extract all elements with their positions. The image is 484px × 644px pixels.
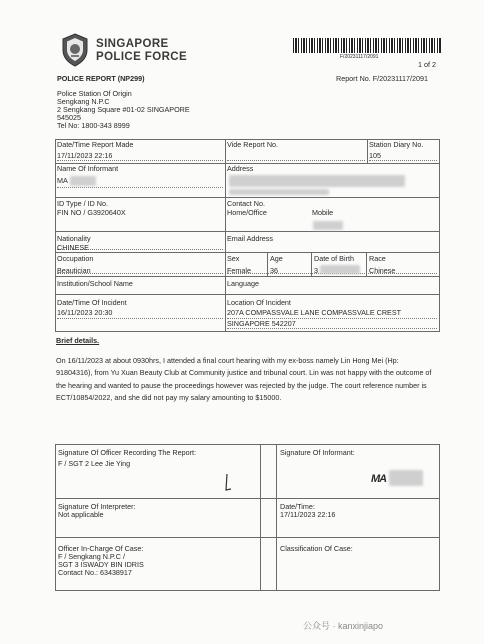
rule	[55, 276, 440, 277]
nationality-label: Nationality	[57, 234, 91, 243]
race-value: Chinese	[369, 266, 396, 275]
incident-time-value: 16/11/2023 20:30	[57, 308, 113, 317]
occupation-value: Beautician	[57, 266, 91, 275]
informant-signature-label: Signature Of Informant:	[280, 448, 355, 457]
station-diary-value: 105	[369, 151, 381, 160]
rule	[55, 231, 440, 232]
station-address-1: 2 Sengkang Square #01-02 SINGAPORE	[57, 105, 190, 114]
interpreter-label: Signature Of Interpreter:	[58, 502, 136, 511]
rule	[55, 537, 440, 538]
rule	[439, 444, 440, 591]
rule	[367, 139, 368, 163]
address-label: Address	[227, 164, 254, 173]
station-address-2: 545025	[57, 113, 81, 122]
sex-label: Sex	[227, 254, 240, 263]
rule	[55, 252, 440, 253]
incident-location-value-2: SINGAPORE 542207	[227, 319, 296, 328]
redaction-blur	[320, 265, 360, 274]
station-label: Police Station Of Origin	[57, 89, 132, 98]
report-title: POLICE REPORT (NP299)	[57, 74, 145, 83]
age-label: Age	[270, 254, 283, 263]
incident-location-label: Location Of Incident	[227, 298, 291, 307]
mobile-label: Mobile	[312, 208, 334, 217]
rule	[260, 444, 261, 591]
occupation-label: Occupation	[57, 254, 94, 263]
rule	[55, 197, 440, 198]
email-label: Email Address	[227, 234, 273, 243]
rule	[55, 331, 440, 332]
rule	[55, 590, 440, 591]
informant-label: Name Of Informant	[57, 164, 119, 173]
report-number: Report No. F/20231117/2091	[336, 74, 429, 83]
dotted-rule	[57, 187, 223, 188]
id-value: FIN NO / G3920640X	[57, 208, 126, 217]
barcode-number: F/20231117/2091	[340, 54, 379, 60]
redaction-blur	[313, 221, 343, 230]
rule	[276, 444, 277, 591]
officer-in-charge-label: Officer In-Charge Of Case:	[58, 544, 144, 553]
date-time-label: Date/Time:	[280, 502, 315, 511]
barcode	[293, 38, 441, 53]
station-diary-label: Station Diary No.	[369, 140, 424, 149]
rule	[225, 139, 226, 331]
datetime-value: 17/11/2023 22:16	[57, 151, 113, 160]
officer-signature-value: F / SGT 2 Lee Jie Ying	[58, 459, 131, 468]
datetime-label: Date/Time Report Made	[57, 140, 134, 149]
id-label: ID Type / ID No.	[57, 199, 108, 208]
date-time-value: 17/11/2023 22:16	[280, 510, 336, 519]
rule	[55, 498, 440, 499]
station-name: Sengkang N.P.C	[57, 97, 110, 106]
redaction-blur	[229, 189, 329, 195]
rule	[55, 139, 56, 331]
incident-time-label: Date/Time Of Incident	[57, 298, 127, 307]
brief-heading: Brief details.	[56, 336, 100, 345]
home-office-label: Home/Office	[227, 208, 267, 217]
police-crest-logo	[60, 33, 90, 67]
contact-label: Contact No.	[227, 199, 265, 208]
incident-location-value-1: 207A COMPASSVALE LANE COMPASSVALE CREST	[227, 308, 402, 317]
rule	[439, 139, 440, 331]
institution-label: Institution/School Name	[57, 279, 133, 288]
sex-value: Female	[227, 266, 251, 275]
station-tel: Tel No: 1800-343 8999	[57, 121, 130, 130]
dob-label: Date of Birth	[314, 254, 354, 263]
informant-signature-value: MA	[371, 473, 387, 485]
officer-in-charge-value-3: Contact No.: 63438917	[58, 568, 132, 577]
age-value: 36	[270, 266, 278, 275]
rule	[55, 294, 440, 295]
language-label: Language	[227, 279, 259, 288]
officer-signature-mark	[221, 472, 233, 494]
redaction-blur	[389, 470, 423, 486]
rule	[55, 444, 440, 445]
org-name-line2: POLICE FORCE	[96, 51, 188, 63]
vide-report-label: Vide Report No.	[227, 140, 279, 149]
brief-text: On 16/11/2023 at about 0930hrs, I attended a final court hearing with my ex-boss namely Lin Hong Mei (Hp: 91804316), from Yu Xuan Beauty Club at Community justice and tribunal court. Lin was not happy with the outcome of the hearing and wanted to pause the proceedings however was rejected by the judge. The court reference number is ECT/10854/2022, and she did not pay my salary amounting to $15000.	[56, 356, 432, 403]
informant-value: MA	[57, 176, 68, 185]
watermark: 公众号 · kanxinjiapo	[303, 621, 384, 631]
redaction-blur	[70, 176, 96, 186]
officer-in-charge-value-1: F / Sengkang N.P.C /	[58, 552, 125, 561]
dotted-rule	[227, 160, 365, 161]
org-name-line1: SINGAPORE	[96, 38, 169, 50]
officer-in-charge-value-2: SGT 3 ISWADY BIN IDRIS	[58, 560, 144, 569]
dotted-rule	[57, 318, 223, 319]
redaction-blur	[229, 175, 405, 187]
rule	[55, 444, 56, 591]
officer-signature-label: Signature Of Officer Recording The Report:	[58, 448, 196, 457]
nationality-value: CHINESE	[57, 243, 89, 252]
classification-label: Classification Of Case:	[280, 544, 353, 553]
page-indicator: 1 of 2	[418, 60, 436, 69]
race-label: Race	[369, 254, 386, 263]
interpreter-value: Not applicable	[58, 510, 104, 519]
dob-value: 3	[314, 266, 318, 275]
